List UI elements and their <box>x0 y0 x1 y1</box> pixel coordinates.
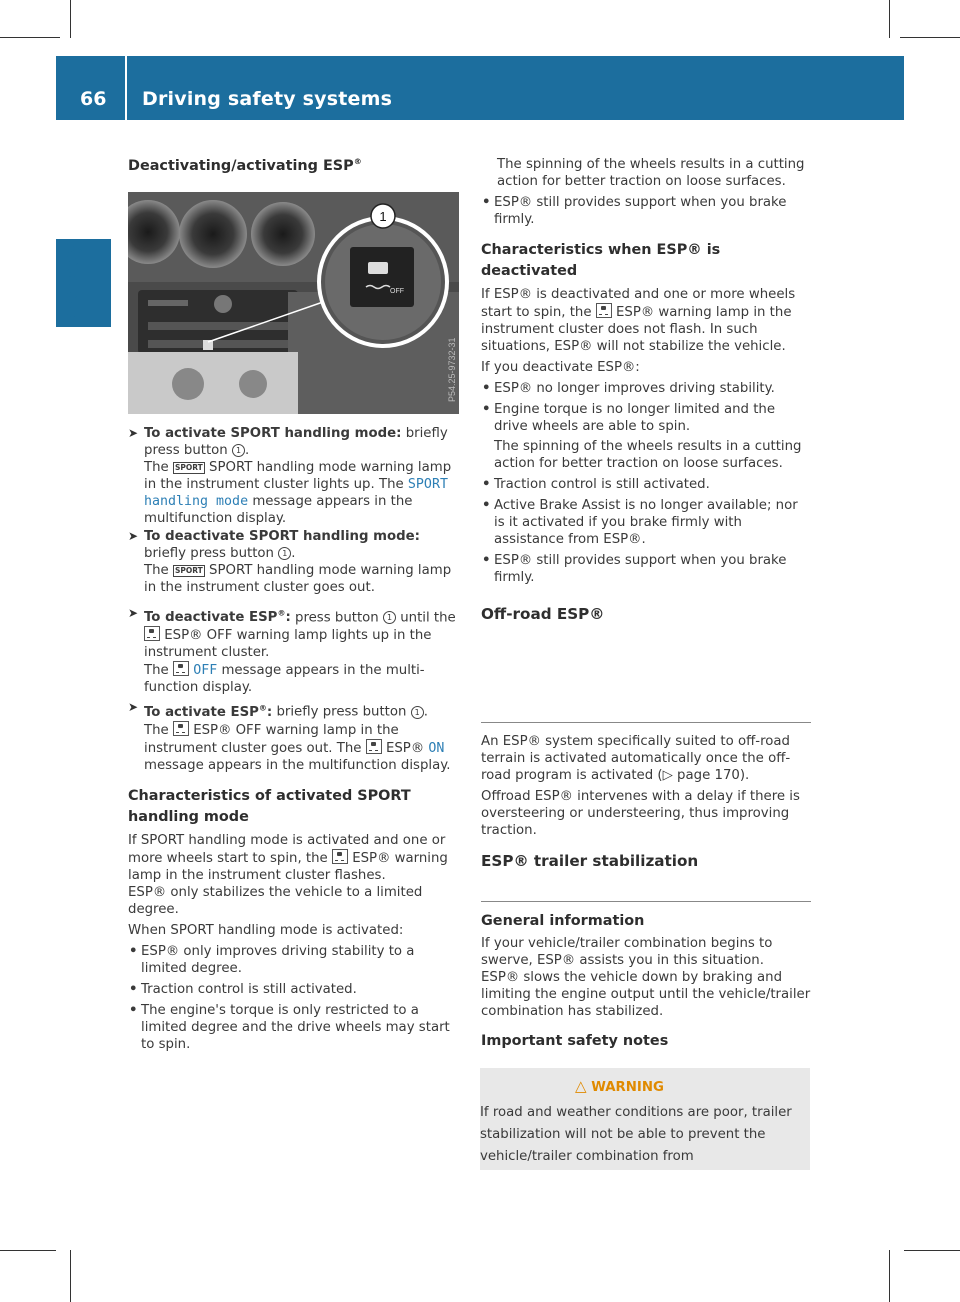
display-message: SPORT handling mode <box>144 476 448 509</box>
display-message: OFF <box>193 663 218 679</box>
warning-icon: △ <box>575 1077 587 1095</box>
crop-mark <box>70 1250 71 1302</box>
paragraph: An ESP® system specifically suited to off-road terrain is activated automatically once the off-road program is activated (▷ page 170). <box>481 734 791 783</box>
off-label: OFF <box>390 287 404 295</box>
bullet-item: • ESP® still provides support when you brake firmly. <box>482 553 787 585</box>
right-column <box>481 156 811 623</box>
paragraph: If SPORT handling mode is activated and one or more wheels start to spin, the ESP® warning lamp in the instrument cluster flashes. <box>128 832 448 883</box>
step-arrow-icon: ➤ <box>128 605 139 620</box>
paragraph: If ESP® is deactivated and one or more wheels start to spin, the ESP® warning lamp in the instrument cluster does not flash. In such situations, ESP® will not stabilize the vehicle. <box>481 287 796 354</box>
callout-number: 1 <box>379 208 387 224</box>
subsection-title: Important safety notes <box>481 1033 669 1049</box>
crop-mark <box>0 37 60 38</box>
crop-mark <box>904 1250 960 1251</box>
subsection-title: Characteristics of activated SPORT handling mode <box>128 787 411 825</box>
bullet-item: • Active Brake Assist is no longer available; nor is it activated if you brake firmly with assistance from ESP®. <box>482 498 798 547</box>
crop-mark <box>889 1250 890 1302</box>
step-arrow-icon: ➤ <box>128 528 139 543</box>
crop-mark <box>0 1250 56 1251</box>
crop-mark <box>70 0 71 38</box>
paragraph: Offroad ESP® intervenes with a delay if there is oversteering or understeering, thus improving traction. <box>481 789 800 838</box>
dashboard-illustration <box>128 192 459 414</box>
page-number: 66 <box>80 88 107 110</box>
paragraph: When SPORT handling mode is activated: <box>128 922 404 938</box>
step-arrow-icon: ➤ <box>128 425 139 440</box>
bullet-item: • Traction control is still activated. <box>129 981 357 997</box>
instruction-step: ➤ To activate ESP®: briefly press button 1 . The ESP® OFF warning lamp in the instrument cluster goes out. The ESP® ON message appears in the multifunction display. <box>128 700 451 773</box>
bullet-item: • Engine torque is no longer limited and the drive wheels are able to spin. <box>482 402 776 434</box>
button-number-icon: 1 <box>232 444 245 457</box>
sport-icon: SPORT <box>174 462 203 472</box>
image-code: P54.25-9732-31 <box>447 337 457 402</box>
heading-rule <box>481 901 811 902</box>
paragraph: The spinning of the wheels results in a cutting action for better traction on loose surfaces. <box>494 439 802 471</box>
chapter-title: Driving safety systems <box>142 88 393 110</box>
header-separator <box>125 56 127 120</box>
instruction-step: ➤ To deactivate ESP®: press button 1 until the ESP® OFF warning lamp lights up in the instrument cluster. The OFF message appears in the multi-function display. <box>128 605 456 696</box>
right-column-bottom <box>481 912 811 1051</box>
bullet-item: • Traction control is still activated. <box>482 477 710 492</box>
warning-text: If road and weather conditions are poor, trailer stabilization will not be able to prevent the vehicle/trailer combination from <box>480 1105 792 1164</box>
paragraph: ESP® only stabilizes the vehicle to a limited degree. <box>128 884 423 917</box>
instruction-step: ➤ To activate SPORT handling mode: briefly press button 1 . The SPORT SPORT handling mode warning lamp in the instrument cluster lights up. The SPORT handling mode message appears in the multifunction display. <box>128 425 452 526</box>
crop-mark <box>900 37 960 38</box>
bullet-item: • ESP® only improves driving stability to a limited degree. <box>129 943 415 976</box>
button-number-icon: 1 <box>278 547 291 560</box>
heading-rule <box>481 722 811 723</box>
crop-mark <box>889 0 890 38</box>
warning-label: WARNING <box>591 1080 664 1095</box>
section-tab-label: Safety <box>59 243 83 320</box>
paragraph: The spinning of the wheels results in a cutting action for better traction on loose surfaces. <box>497 157 805 189</box>
dashboard-photo <box>128 192 459 414</box>
bullet-item: • The engine's torque is only restricted to a limited degree and the drive wheels may start to spin. <box>129 1002 450 1052</box>
paragraph: ESP® slows the vehicle down by braking and limiting the engine output until the vehicle/trailer combination has stabilized. <box>481 970 811 1019</box>
paragraph: If your vehicle/trailer combination begins to swerve, ESP® assists you in this situation. <box>481 936 773 968</box>
warning-box <box>480 1068 810 1170</box>
step-arrow-icon: ➤ <box>128 700 139 715</box>
esp-off-icon <box>144 626 160 641</box>
subsection-title: General information <box>481 913 645 929</box>
esp-off-icon <box>173 721 189 736</box>
left-column <box>128 152 463 1053</box>
bullet-item: • ESP® still provides support when you brake firmly. <box>482 195 787 227</box>
bullet-item: • ESP® no longer improves driving stability. <box>482 381 775 396</box>
esp-icon <box>366 739 382 754</box>
display-message: ON <box>428 740 445 756</box>
esp-icon <box>173 661 189 676</box>
paragraph: If you deactivate ESP®: <box>481 360 640 375</box>
section-title: Off-road ESP® <box>481 605 605 623</box>
section-title: Deactivating/activating ESP® <box>128 157 362 174</box>
sport-icon: SPORT <box>174 565 203 575</box>
warning-header <box>575 1077 664 1095</box>
right-column-lower <box>481 733 811 870</box>
section-title: ESP® trailer stabilization <box>481 852 699 870</box>
button-number-icon: 1 <box>411 706 424 719</box>
subsection-title: Characteristics when ESP® is deactivated <box>481 242 721 279</box>
esp-icon <box>332 849 348 864</box>
esp-icon <box>596 303 612 318</box>
button-number-icon: 1 <box>383 611 396 624</box>
instruction-step: ➤ To deactivate SPORT handling mode: briefly press button 1 . The SPORT SPORT handling mode warning lamp in the instrument cluster goes out. <box>128 528 452 595</box>
